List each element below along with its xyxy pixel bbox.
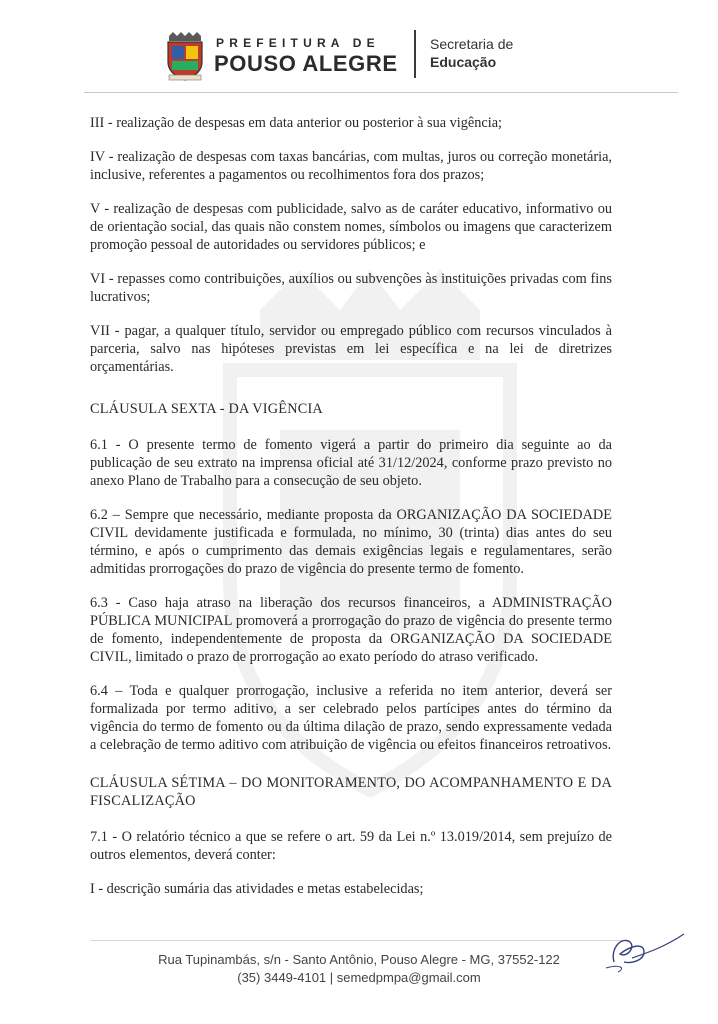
item-vi: VI - repasses como contribuições, auxílios ou subvenções às instituições privadas com fins lucrativos; <box>90 271 612 305</box>
header-rule <box>84 92 678 93</box>
footer-address: Rua Tupinambás, s/n - Santo Antônio, Pouso Alegre - MG, 37552-122 <box>158 952 560 967</box>
item-iii: III - realização de despesas em data anterior ou posterior à sua vigência; <box>90 115 503 131</box>
secretaria-label: Secretaria de <box>430 36 514 52</box>
clause-7-1: 7.1 - O relatório técnico a que se refere o art. 59 da Lei n.º 13.019/2014, sem prejuízo de outros elementos, deverá conter: <box>90 829 612 863</box>
clause-6-3: 6.3 - Caso haja atraso na liberação dos recursos financeiros, a ADMINISTRAÇÃO PÚBLICA MUNICIPAL promoverá a prorrogação do prazo de vigência do presente termo de fomento, independentemente de proposta da ORGANIZAÇÃO DA SOCIEDADE CIVIL, limitado o prazo de prorrogação ao exato período do atraso verificado. <box>90 595 612 665</box>
item-i: I - descrição sumária das atividades e metas estabelecidas; <box>90 881 424 897</box>
item-v: V - realização de despesas com publicidade, salvo as de caráter educativo, informativo ou de orientação social, das quais não constem nomes, símbolos ou imagens que caracterizem promoção pessoal de autoridades ou servidores públicos; e <box>90 201 612 253</box>
clause-seven-heading: CLÁUSULA SÉTIMA – DO MONITORAMENTO, DO ACOMPANHAMENTO E DA FISCALIZAÇÃO <box>90 775 612 809</box>
prefeitura-title-line1: PREFEITURA DE <box>216 36 380 50</box>
clause-6-4: 6.4 – Toda e qualquer prorrogação, inclusive a referida no item anterior, deverá ser formalizada por termo aditivo, a ser celebrado pelos partícipes antes do término da vigência do termo de fomento ou da última dilação de prazo, sendo expressamente vedada a celebração de termo aditivo com atribuição de vigência ou efeitos financeiros retroativos. <box>90 683 612 753</box>
item-iv: IV - realização de despesas com taxas bancárias, com multas, juros ou correção monetária, inclusive, referentes a pagamentos ou recolhimentos fora dos prazos; <box>90 149 612 183</box>
footer-contact: (35) 3449-4101 | semedpmpa@gmail.com <box>237 970 481 985</box>
document-body <box>90 114 612 914</box>
footer-rule <box>90 940 630 941</box>
prefeitura-title-line2: POUSO ALEGRE <box>214 51 398 76</box>
handwritten-initials-signature <box>600 928 690 978</box>
header-divider <box>414 30 416 78</box>
clause-six-heading: CLÁUSULA SEXTA - DA VIGÊNCIA <box>90 401 323 417</box>
item-vii: VII - pagar, a qualquer título, servidor ou empregado público com recursos vinculados à parceria, salvo nas hipóteses previstas em lei específica e na lei de diretrizes orçamentárias. <box>90 323 612 375</box>
clause-6-2: 6.2 – Sempre que necessário, mediante proposta da ORGANIZAÇÃO DA SOCIEDADE CIVIL devidamente justificada e formulada, no mínimo, 30 (trinta) dias antes do seu término, e após o cumprimento das demais exigências legais e regulamentares, serão admitidas prorrogações do prazo de vigência do presente termo de fomento. <box>90 507 612 577</box>
secretaria-name: Educação <box>430 54 497 70</box>
clause-6-1: 6.1 - O presente termo de fomento vigerá a partir do primeiro dia seguinte ao da publicação de seu extrato na imprensa oficial até 31/12/2024, conforme prazo previsto no anexo Plano de Trabalho para a consecução de seu objeto. <box>90 437 612 489</box>
letterhead <box>0 26 718 86</box>
coat-of-arms-logo <box>163 32 207 82</box>
